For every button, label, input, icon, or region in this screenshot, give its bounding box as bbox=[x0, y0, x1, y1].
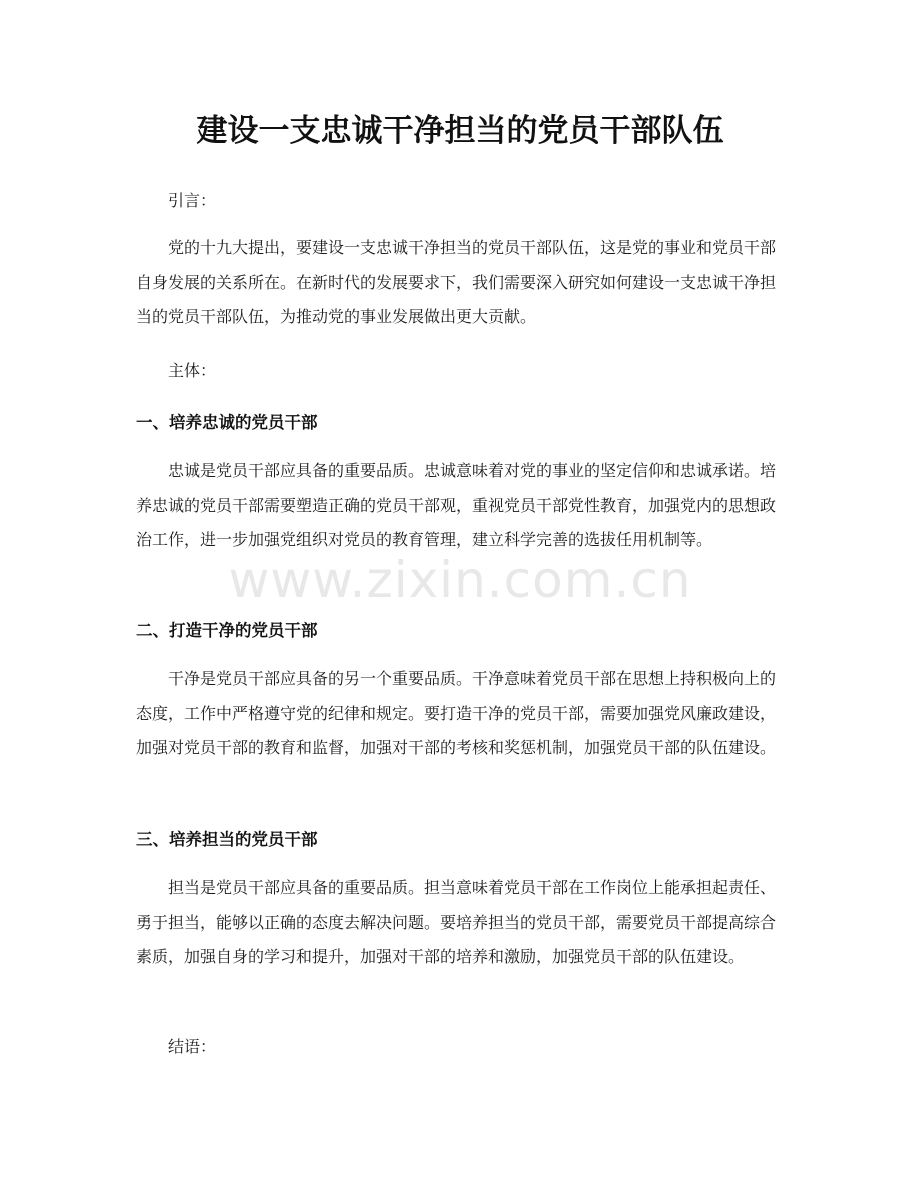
conclusion-label: 结语： bbox=[168, 1037, 217, 1056]
section-paragraph-responsible: 担当是党员干部应具备的重要品质。担当意味着党员干部在工作岗位上能承担起责任、勇于担当，能够以正确的态度去解决问题。要培养担当的党员干部，需要党员干部提高综合素质，加强自身的学习和提升，加强对干部的培养和激励，加强党员干部的队伍建设。 bbox=[136, 878, 777, 966]
section-heading-clean: 二、打造干净的党员干部 bbox=[136, 621, 318, 640]
document-title: 建设一支忠诚干净担当的党员干部队伍 bbox=[196, 113, 724, 149]
intro-label: 引言： bbox=[168, 191, 217, 210]
section-paragraph-loyal: 忠诚是党员干部应具备的重要品质。忠诚意味着对党的事业的坚定信仰和忠诚承诺。培养忠诚的党员干部需要塑造正确的党员干部观，重视党员干部党性教育，加强党内的思想政治工作，进一步加强党组织对党员的教育管理，建立科学完善的选拔任用机制等。 bbox=[136, 461, 777, 549]
section-heading-responsible: 三、培养担当的党员干部 bbox=[136, 830, 318, 849]
section-heading-loyal: 一、培养忠诚的党员干部 bbox=[136, 413, 318, 432]
section-paragraph-clean: 干净是党员干部应具备的另一个重要品质。干净意味着党员干部在思想上持积极向上的态度，工作中严格遵守党的纪律和规定。要打造干净的党员干部，需要加强党风廉政建设，加强对党员干部的教育和监督，加强对干部的考核和奖惩机制，加强党员干部的队伍建设。 bbox=[136, 669, 777, 757]
body-label: 主体： bbox=[168, 361, 217, 380]
intro-paragraph: 党的十九大提出，要建设一支忠诚干净担当的党员干部队伍，这是党的事业和党员干部自身发展的关系所在。在新时代的发展要求下，我们需要深入研究如何建设一支忠诚干净担当的党员干部队伍，为推动党的事业发展做出更大贡献。 bbox=[136, 238, 777, 326]
watermark: www.zixin.com.cn bbox=[228, 551, 692, 609]
